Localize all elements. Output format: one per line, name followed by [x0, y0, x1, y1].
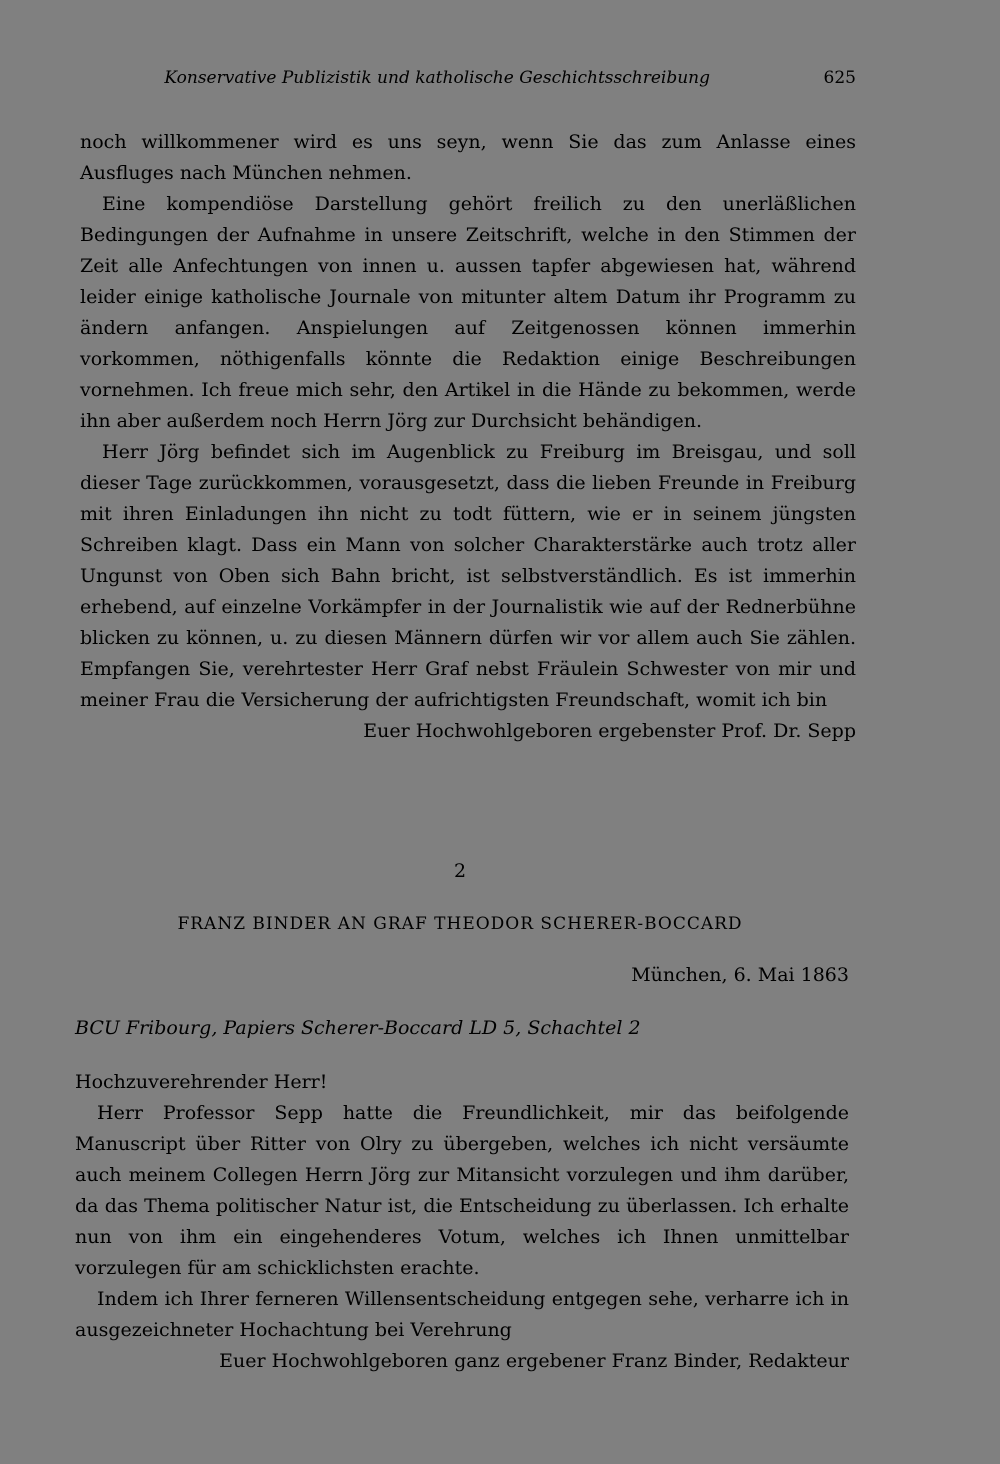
- page-number: 625: [823, 68, 856, 88]
- archive-source: BCU Fribourg, Papiers Scherer-Boccard LD 5, Schachtel 2: [75, 1017, 641, 1039]
- letter-1-paragraph: noch willkommener wird es uns seyn, wenn Sie das zum Anlasse eines Ausfluges nach München nehmen.: [80, 131, 856, 184]
- letter-1-body: [80, 127, 856, 747]
- letter-1-paragraph: Herr Jörg befindet sich im Augenblick zu Freiburg im Breisgau, und soll dieser Tage zurückkommen, vorausgesetzt, dass die lieben Freunde in Freiburg mit ihren Einladungen ihn nicht zu todt füttern, wie er in seinem jüngsten Schreiben klagt. Dass ein Mann von solcher Charakterstärke auch trotz aller Ungunst von Oben sich Bahn bricht, ist selbstverständlich. Es ist immerhin erhebend, auf einzelne Vorkämpfer in der Journalistik wie auf der Rednerbühne blicken zu können, u. zu diesen Männern dürfen wir vor allem auch Sie zählen. Empfangen Sie, verehrtester Herr Graf nebst Fräulein Schwester von mir und meiner Frau die Versicherung der aufrichtigsten Freundschaft, womit ich bin: [80, 441, 856, 711]
- letter-2-body: [75, 1067, 849, 1377]
- letter-2-salutation: Hochzuverehrender Herr!: [75, 1071, 328, 1093]
- letter-number: 2: [453, 860, 467, 882]
- letter-2-closing: Euer Hochwohlgeboren ganz ergebener Franz Binder, Redakteur: [219, 1350, 849, 1372]
- letter-1-paragraph: Eine kompendiöse Darstellung gehört freilich zu den unerläßlichen Bedingungen der Aufnahme in unsere Zeitschrift, welche in den Stimmen der Zeit alle Anfechtungen von innen u. aussen tapfer abgewiesen hat, während leider einige katholische Journale von mitunter altem Datum ihr Programm zu ändern anfangen. Anspielungen auf Zeitgenossen können immerhin vorkommen, nöthigenfalls könnte die Redaktion einige Beschreibungen vornehmen. Ich freue mich sehr, den Artikel in die Hände zu bekommen, werde ihn aber außerdem noch Herrn Jörg zur Durchsicht behändigen.: [80, 193, 856, 432]
- letter-2-paragraph: Herr Professor Sepp hatte die Freundlichkeit, mir das beifolgende Manuscript über Ritter von Olry zu übergeben, welches ich nicht versäumte auch meinem Collegen Herrn Jörg zur Mitansicht vorzulegen und ihm darüber, da das Thema politischer Natur ist, die Entscheidung zu überlassen. Ich erhalte nun von ihm ein eingehenderes Votum, welches ich Ihnen unmittelbar vorzulegen für am schicklichsten erachte.: [75, 1102, 849, 1279]
- letter-date: München, 6. Mai 1863: [631, 964, 849, 986]
- letter-1-closing: Euer Hochwohlgeboren ergebenster Prof. Dr. Sepp: [363, 720, 856, 742]
- letter-heading: FRANZ BINDER AN GRAF THEODOR SCHERER-BOCCARD: [177, 914, 743, 934]
- running-title: Konservative Publizistik und katholische Geschichtsschreibung: [164, 68, 710, 88]
- running-head: [80, 68, 856, 98]
- letter-2-paragraph: Indem ich Ihrer ferneren Willensentscheidung entgegen sehe, verharre ich in ausgezeichneter Hochachtung bei Verehrung: [75, 1288, 849, 1341]
